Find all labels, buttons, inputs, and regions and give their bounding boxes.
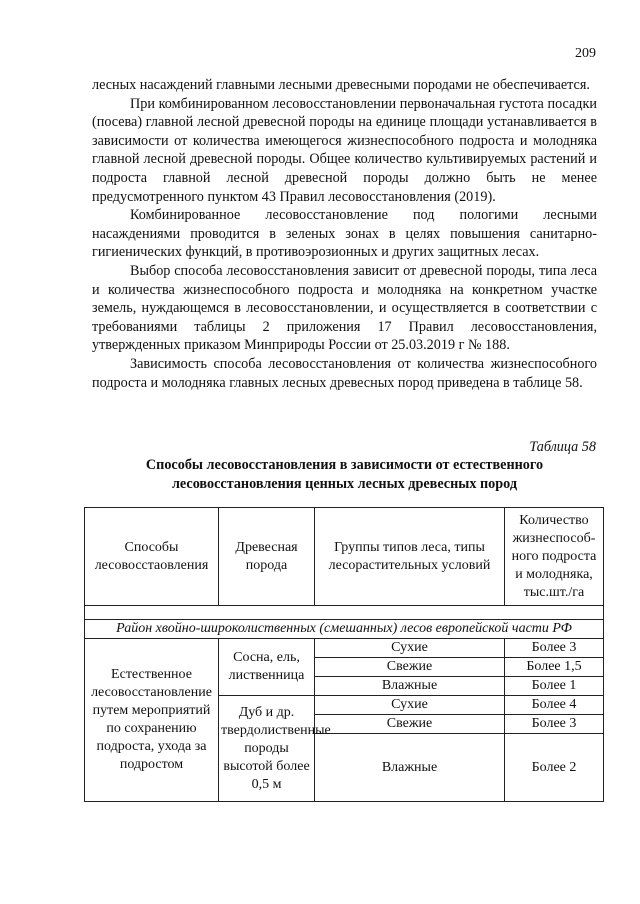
forest-type-cell: Сухие: [315, 639, 505, 658]
reforestation-table: [84, 507, 604, 802]
table-spacer-row: [85, 606, 604, 620]
paragraph-2: При комбинированном лесовосстановлении первоначальная густота посадки (посева) главной лесной древесной породы на единице площади устанавливается в зависимости от количества имеющегося жизнеспособного подроста и молодняка главной лесной древесной породы. Общее количество культивируемых растений и подроста главной лесной древесной породы должно быть не менее предусмотренного пунктом 43 Правил лесовосстановления (2019).: [92, 95, 597, 205]
amount-cell: Более 1,5: [505, 658, 604, 677]
header-species: Древесная порода: [219, 508, 315, 606]
species-cell: Сосна, ель, лиственница: [219, 639, 315, 696]
table-row: [85, 639, 604, 658]
amount-cell: Более 1: [505, 677, 604, 696]
header-methods: Способы лесовосстаовления: [85, 508, 219, 606]
amount-cell: Более 3: [505, 715, 604, 734]
spacer-cell: [85, 606, 604, 620]
amount-cell: Более 2: [505, 734, 604, 802]
paragraph-3: Комбинированное лесовосстановление под пологими лесными насаждениями проводится в зеленых зонах в целях повышения санитарно-гигиенических функций, в противоэрозионных и других защитных лесах.: [92, 207, 597, 261]
forest-type-cell: Свежие: [315, 658, 505, 677]
amount-cell: Более 3: [505, 639, 604, 658]
forest-type-cell: Сухие: [315, 696, 505, 715]
page-number: 209: [575, 46, 596, 61]
header-forest-types: Группы типов леса, типы лесорастительных условий: [315, 508, 505, 606]
table-region-row: [85, 620, 604, 639]
forest-type-cell: Влажные: [315, 677, 505, 696]
table-title: [92, 456, 597, 494]
method-cell: Естественное лесовосстановление путем мероприятий по сохранению подроста, ухода за подростом: [85, 639, 219, 802]
table-title-line-1: Способы лесовосстановления в зависимости от естественного: [145, 457, 544, 473]
amount-cell: Более 4: [505, 696, 604, 715]
body-text: [92, 76, 597, 392]
paragraph-1: лесных насаждений главными лесными древесными породами не обеспечивается.: [92, 77, 590, 93]
forest-type-cell: Свежие: [315, 715, 505, 734]
table-header-row: [85, 508, 604, 606]
paragraph-4: Выбор способа лесовосстановления зависит от древесной породы, типа леса и количества жизнеспособного подроста и молодняка на конкретном участке земель, нуждающемся в лесовосстановлении, и осуществляется в соответствии с требованиями таблицы 2 приложения 17 Правил лесовосстановления, утвержденных приказом Минприроды России от 25.03.2019 г № 188.: [92, 262, 597, 354]
region-cell: Район хвойно-широколиственных (смешанных) лесов европейской части РФ: [85, 620, 604, 639]
paragraph-5: Зависимость способа лесовосстановления от количества жизнеспособного подроста и молодняка главных лесных древесных пород приведена в таблице 58.: [92, 355, 597, 391]
species-cell: Дуб и др. твердолиственные породы высотой более 0,5 м: [219, 696, 315, 802]
header-amount: Количество жизнеспособ-ного подроста и молодняка, тыс.шт./га: [505, 508, 604, 606]
forest-type-cell: Влажные: [315, 734, 505, 802]
table-label: Таблица 58: [529, 439, 596, 455]
table-title-line-2: лесовосстановления ценных лесных древесных пород: [171, 476, 518, 492]
